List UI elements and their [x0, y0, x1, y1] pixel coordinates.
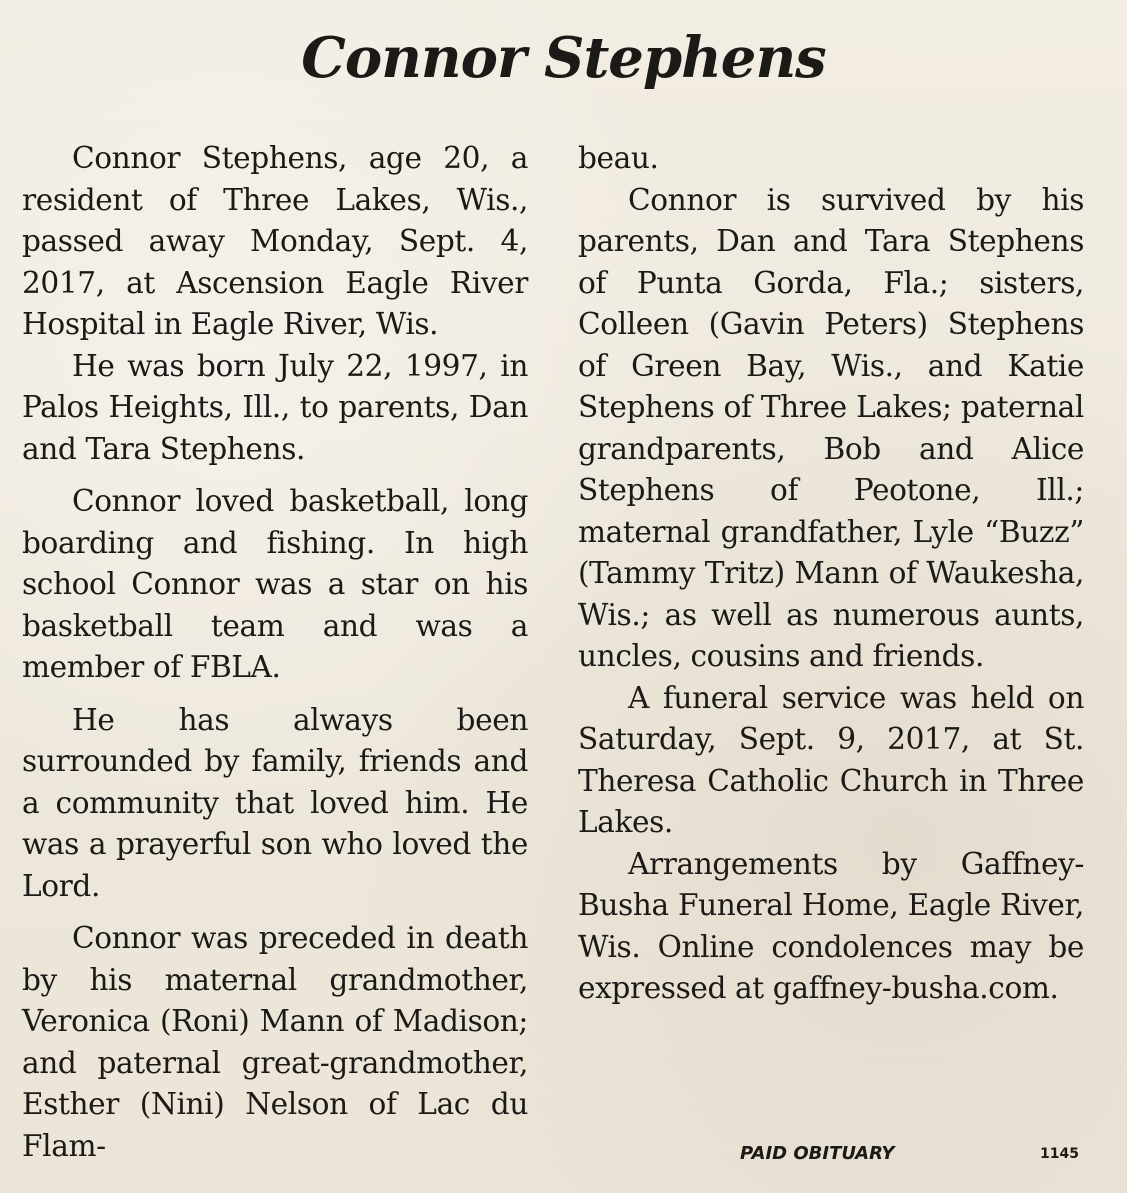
right-column	[578, 138, 1084, 1010]
paragraph-survivors: Connor is survived by his parents, Dan and Tara Stephens of Punta Gorda, Fla.; sisters, Colleen (Gavin Peters) Stephens of Green Bay, Wis., and Katie Stephens of Three Lakes; paternal grandparents, Bob and Alice Stephens of Peotone, Ill.; maternal grandfather, Lyle “Buzz” (Tammy Tritz) Mann of Waukesha, Wis.; as well as numerous aunts, uncles, cousins and friends.	[578, 182, 1084, 673]
left-column	[22, 138, 528, 1167]
paragraph-preceded-in-death: Connor was preceded in death by his maternal grandmother, Veronica (Roni) Mann of Madison; and paternal great-grandmother, Esther (Nini) Nelson of Lac du Flam-	[22, 921, 528, 1163]
ad-code: 1145	[1040, 1146, 1079, 1162]
paragraph-family-faith: He has always been surrounded by family, friends and a community that loved him. He was a prayerful son who loved the Lord.	[22, 702, 528, 903]
paragraph-birth: He was born July 22, 1997, in Palos Heights, Ill., to parents, Dan and Tara Stephens.	[22, 348, 528, 466]
paragraph-interests: Connor loved basketball, long boarding and fishing. In high school Connor was a star on his basketball team and was a member of FBLA.	[22, 484, 528, 684]
paragraph-arrangements: Arrangements by Gaffney-Busha Funeral Home, Eagle River, Wis. Online condolences may be expressed at gaffney-busha.com.	[578, 846, 1084, 1005]
paragraph-funeral-service: A funeral service was held on Saturday, Sept. 9, 2017, at St. Theresa Catholic Church in Three Lakes.	[578, 680, 1084, 839]
paragraph-death-notice: Connor Stephens, age 20, a resident of Three Lakes, Wis., passed away Monday, Sept. 4, 2017, at Ascension Eagle River Hospital in Eagle River, Wis.	[22, 141, 528, 341]
obituary-title: Connor Stephens	[301, 25, 826, 91]
paid-obituary-label: PAID OBITUARY	[740, 1143, 895, 1164]
paragraph-continuation: beau.	[578, 141, 659, 175]
